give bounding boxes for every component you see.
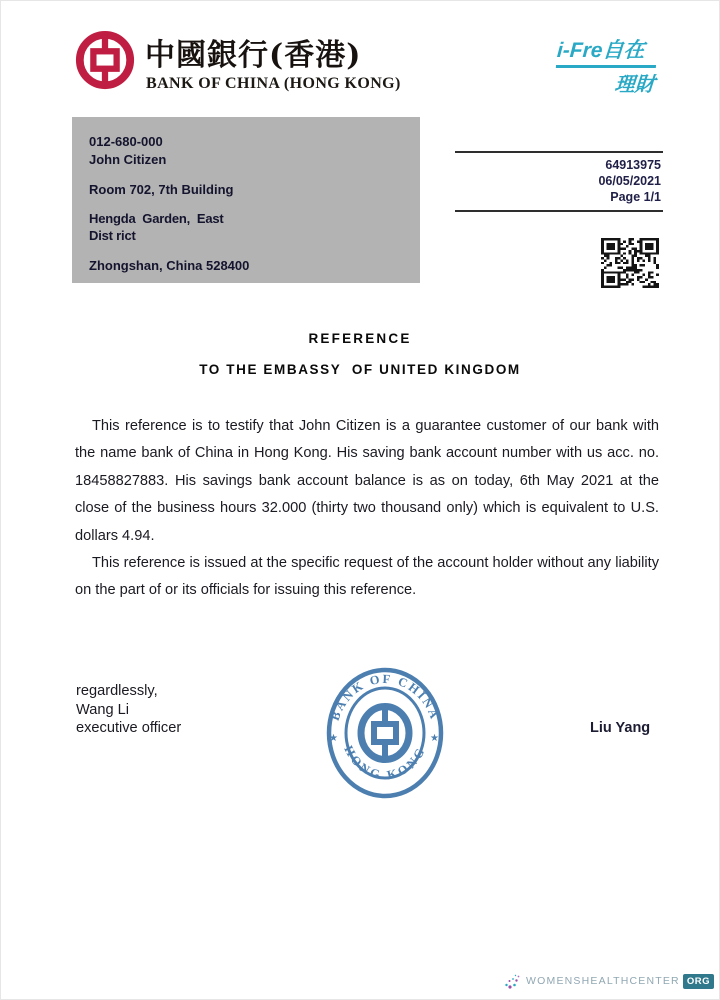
signature-closing: regardlessly, bbox=[76, 683, 158, 699]
bank-name-chinese: 中國銀行(香港) bbox=[145, 38, 362, 73]
site-watermark bbox=[503, 971, 714, 991]
ifree-brand-line2: 理財 bbox=[613, 74, 656, 96]
recipient-address-line4: Zhongshan, China 528400 bbox=[89, 258, 250, 273]
watermark-tld-badge: ORG bbox=[683, 974, 714, 989]
stamp-star-left-icon: ★ bbox=[329, 733, 338, 744]
signature-title: executive officer bbox=[76, 720, 182, 737]
bank-stamp-seal bbox=[324, 666, 446, 800]
bank-of-china-logo-icon bbox=[74, 29, 136, 91]
document-info-block bbox=[455, 151, 663, 212]
signature-block bbox=[76, 682, 181, 738]
recipient-address-block bbox=[72, 117, 420, 283]
recipient-account-number: 012-680-000 bbox=[89, 134, 163, 149]
watermark-dots-icon bbox=[503, 971, 523, 991]
stamp-emblem-icon bbox=[361, 707, 409, 760]
recipient-address-line1: Room 702, 7th Building bbox=[89, 182, 234, 197]
body-paragraph-2: This reference is issued at the specific request of the account holder without any liability on the part of or its officials for issuing this reference. bbox=[75, 555, 659, 599]
stamp-top-text: BANK OF CHINA bbox=[327, 671, 443, 723]
recipient-address-line2: Hengda Garden, East bbox=[89, 211, 224, 226]
qr-code bbox=[601, 238, 659, 288]
page-indicator: Page 1/1 bbox=[610, 190, 661, 204]
stamp-bottom-text: HONG KONG bbox=[341, 743, 429, 783]
recipient-name: John Citizen bbox=[89, 152, 167, 167]
document-title: REFERENCE bbox=[308, 331, 412, 346]
stamp-star-right-icon: ★ bbox=[430, 733, 439, 744]
recipient-address-line3: Dist rict bbox=[89, 228, 136, 243]
watermark-site-name: WOMENSHEALTHCENTER bbox=[526, 975, 680, 987]
ifree-brand-logo bbox=[554, 34, 658, 97]
document-date: 06/05/2021 bbox=[598, 174, 661, 188]
signature-name: Wang Li bbox=[76, 701, 129, 718]
ifree-brand-line1: i-Fre自在 bbox=[556, 34, 658, 68]
countersign-name: Liu Yang bbox=[590, 720, 651, 736]
document-subtitle: TO THE EMBASSY OF UNITED KINGDOM bbox=[199, 362, 521, 377]
reference-number: 64913975 bbox=[605, 158, 661, 172]
bank-name-english: BANK OF CHINA (HONG KONG) bbox=[146, 75, 401, 92]
letter-body bbox=[75, 413, 659, 605]
body-paragraph-1: This reference is to testify that John Citizen is a guarantee customer of our bank with the name bank of China in Hong Kong. His saving bank account number with us acc. no. 18458827883. His savings bank account balance is as on today, 6th May 2021 at the close of the business hours 32.000 (thirty two thousand only) which is equivalent to U.S. dollars 4.94. bbox=[75, 418, 659, 544]
